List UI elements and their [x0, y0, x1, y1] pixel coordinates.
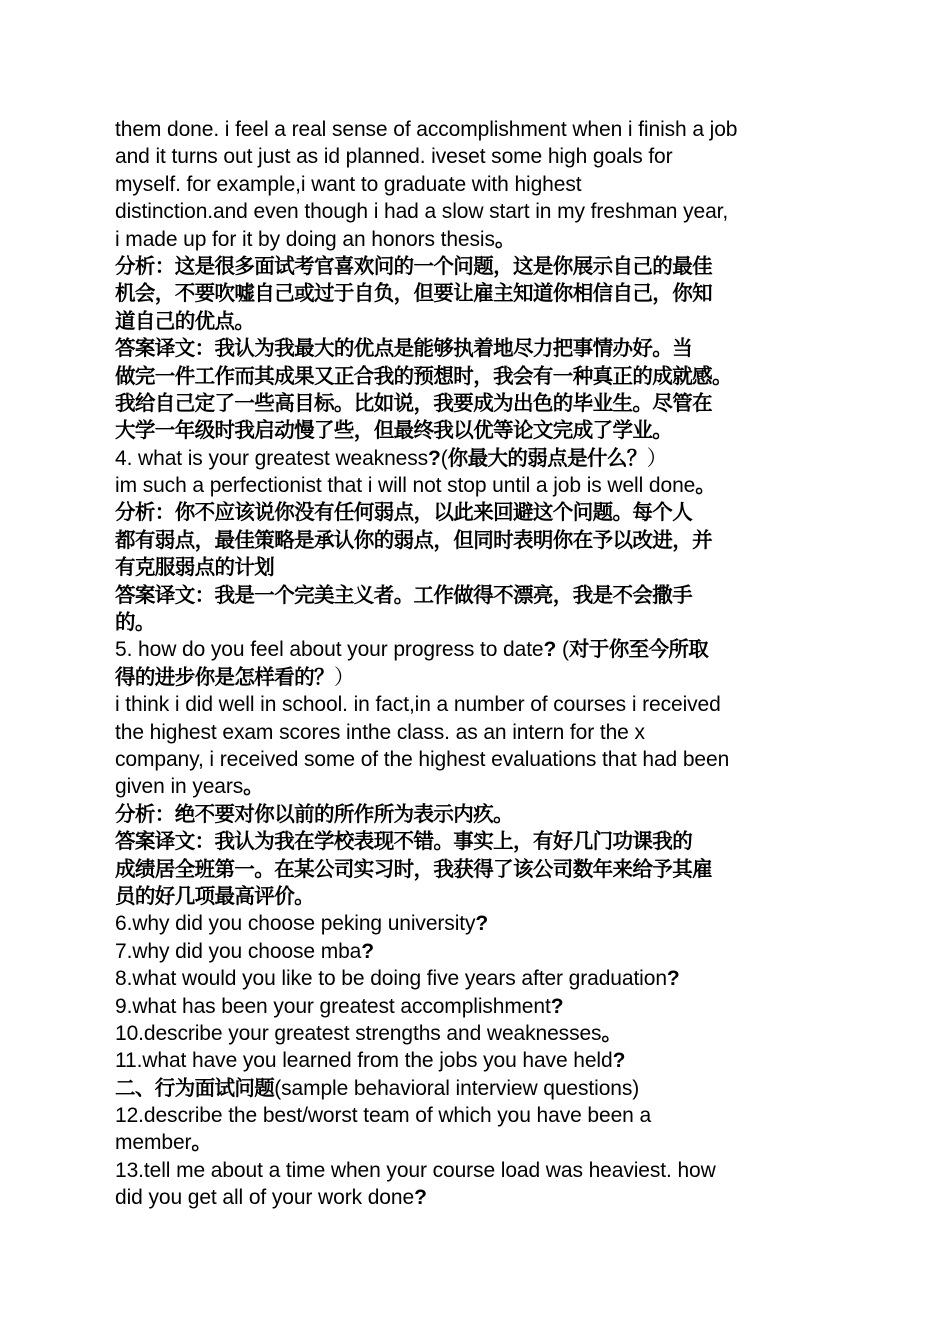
english-text-segment: distinction.and even though i had a slow start in my freshman year,: [115, 200, 729, 224]
text-line: [115, 1075, 840, 1102]
english-text-segment: 8.what would you like to be doing five years after graduation: [115, 967, 667, 991]
chinese-text-segment: 我给自己定了一些高目标。比如说，我要成为出色的毕业生。尽管在: [115, 390, 712, 415]
english-text-segment: 。: [191, 1131, 213, 1155]
text-line: [115, 417, 840, 444]
english-text-segment: ）: [646, 446, 668, 470]
chinese-text-segment: 员的好几项最高评价。: [115, 883, 314, 908]
text-line: [115, 363, 840, 390]
english-text-segment: 4. what is your greatest weakness: [115, 446, 429, 470]
text-line: [115, 1102, 840, 1129]
chinese-text-segment: 做完一件工作而其成果又正合我的预想时，我会有一种真正的成就感。: [115, 363, 732, 388]
chinese-text-segment: 对于你至今所取: [568, 637, 709, 662]
text-line: [115, 280, 840, 307]
chinese-text-segment: 的。: [115, 610, 155, 635]
text-line: [115, 664, 840, 691]
text-line: [115, 1157, 840, 1184]
english-text-segment: 10.describe your greatest strengths and weaknesses: [115, 1021, 602, 1045]
text-line: [115, 1047, 840, 1074]
chinese-text-segment: 答案译文：我认为我最大的优点是能够执着地尽力把事情办好。当: [115, 336, 693, 361]
english-text-segment: ?: [361, 939, 374, 963]
english-text-segment: given in years: [115, 775, 244, 799]
chinese-text-segment: 你最大的弱点是什么？: [447, 445, 647, 470]
english-text-segment: ?: [475, 912, 489, 936]
text-line: [115, 883, 840, 910]
english-text-segment: ?: [612, 1049, 626, 1073]
english-text-segment: the highest exam scores inthe class. as an intern for the x: [115, 720, 645, 744]
english-text-segment: ?: [428, 446, 441, 470]
text-line: [115, 582, 840, 609]
chinese-text-segment: 分析：你不应该说你没有任何弱点，以此来回避这个问题。每个人: [115, 500, 693, 525]
text-line: [115, 554, 840, 581]
chinese-text-segment: 答案译文：我是一个完美主义者。工作做得不漂亮，我是不会撒手: [115, 582, 693, 607]
text-line: [115, 472, 840, 499]
english-text-segment: 。: [243, 775, 265, 799]
chinese-text-segment: 分析：这是很多面试考官喜欢问的一个问题，这是你展示自己的最佳: [115, 253, 712, 278]
english-text-segment: 6.why did you choose peking university: [115, 912, 476, 936]
english-text-segment: im such a perfectionist that i will not stop until a job is well done: [115, 474, 696, 498]
text-line: [115, 335, 840, 362]
english-text-segment: (sample behavioral interview questions): [274, 1076, 640, 1100]
english-text-segment: 。: [494, 227, 516, 251]
chinese-text-segment: 得的进步你是怎样看的？: [115, 664, 334, 689]
chinese-text-segment: 分析：绝不要对你以前的所作所为表示内疚。: [115, 801, 513, 826]
english-text-segment: 11.what have you learned from the jobs you have held: [115, 1049, 613, 1073]
chinese-text-segment: 机会，不要吹嘘自己或过于自负，但要让雇主知道你相信自己，你知: [115, 281, 712, 306]
english-text-segment: did you get all of your work done: [115, 1186, 415, 1210]
english-text-segment: myself. for example,i want to graduate with highest: [115, 172, 582, 196]
chinese-text-segment: 都有弱点，最佳策略是承认你的弱点，但同时表明你在予以改进，并: [115, 527, 712, 552]
text-line: [115, 828, 840, 855]
english-text-segment: ?: [543, 638, 557, 662]
english-text-segment: and it turns out just as id planned. iveset some high goals for: [115, 145, 673, 169]
text-line: [115, 1020, 840, 1047]
text-line: [115, 1129, 840, 1156]
english-text-segment: 。: [601, 1021, 623, 1045]
text-line: [115, 390, 840, 417]
text-line: [115, 719, 840, 746]
text-line: [115, 910, 840, 937]
document-page: [115, 116, 840, 1212]
english-text-segment: 9.what has been your greatest accomplishment: [115, 994, 551, 1018]
english-text-segment: (: [440, 446, 448, 470]
text-line: [115, 691, 840, 718]
text-line: [115, 773, 840, 800]
text-line: [115, 801, 840, 828]
chinese-text-segment: 道自己的优点。: [115, 308, 255, 333]
text-line: [115, 746, 840, 773]
text-line: [115, 143, 840, 170]
english-text-segment: i made up for it by doing an honors thesis: [115, 227, 495, 251]
english-text-segment: them done. i feel a real sense of accomplishment when i finish a job: [115, 118, 738, 141]
text-line: [115, 1184, 840, 1211]
text-line: [115, 226, 840, 253]
english-text-segment: member: [115, 1131, 192, 1155]
text-line: [115, 171, 840, 198]
text-line: [115, 993, 840, 1020]
english-text-segment: ）: [333, 665, 355, 689]
chinese-text-segment: 二、行为面试问题: [115, 1075, 275, 1100]
english-text-segment: 5. how do you feel about your progress to date: [115, 638, 544, 662]
chinese-text-segment: 大学一年级时我启动慢了些，但最终我以优等论文完成了学业。: [115, 418, 673, 443]
text-line: [115, 445, 840, 472]
english-text-segment: 7.why did you choose mba: [115, 939, 362, 963]
english-text-segment: 12.describe the best/worst team of which you have been a: [115, 1104, 652, 1128]
english-text-segment: ?: [666, 967, 680, 991]
chinese-text-segment: 有克服弱点的计划: [115, 555, 275, 580]
english-text-segment: company, i received some of the highest evaluations that had been: [115, 747, 730, 771]
english-text-segment: ?: [550, 994, 564, 1018]
text-line: [115, 253, 840, 280]
english-text-segment: 13.tell me about a time when your course load was heaviest. how: [115, 1158, 716, 1182]
text-line: [115, 965, 840, 992]
text-line: [115, 938, 840, 965]
chinese-text-segment: 成绩居全班第一。在某公司实习时，我获得了该公司数年来给予其雇: [115, 856, 712, 881]
english-text-segment: (: [556, 638, 569, 662]
english-text-segment: 。: [695, 474, 717, 498]
text-line: [115, 499, 840, 526]
text-line: [115, 609, 840, 636]
text-line: [115, 116, 840, 143]
text-line: [115, 308, 840, 335]
text-line: [115, 856, 840, 883]
english-text-segment: i think i did well in school. in fact,in a number of courses i received: [115, 693, 721, 717]
chinese-text-segment: 答案译文：我认为我在学校表现不错。事实上，有好几门功课我的: [115, 829, 693, 854]
text-line: [115, 636, 840, 663]
text-line: [115, 527, 840, 554]
english-text-segment: ?: [414, 1186, 427, 1210]
text-line: [115, 198, 840, 225]
